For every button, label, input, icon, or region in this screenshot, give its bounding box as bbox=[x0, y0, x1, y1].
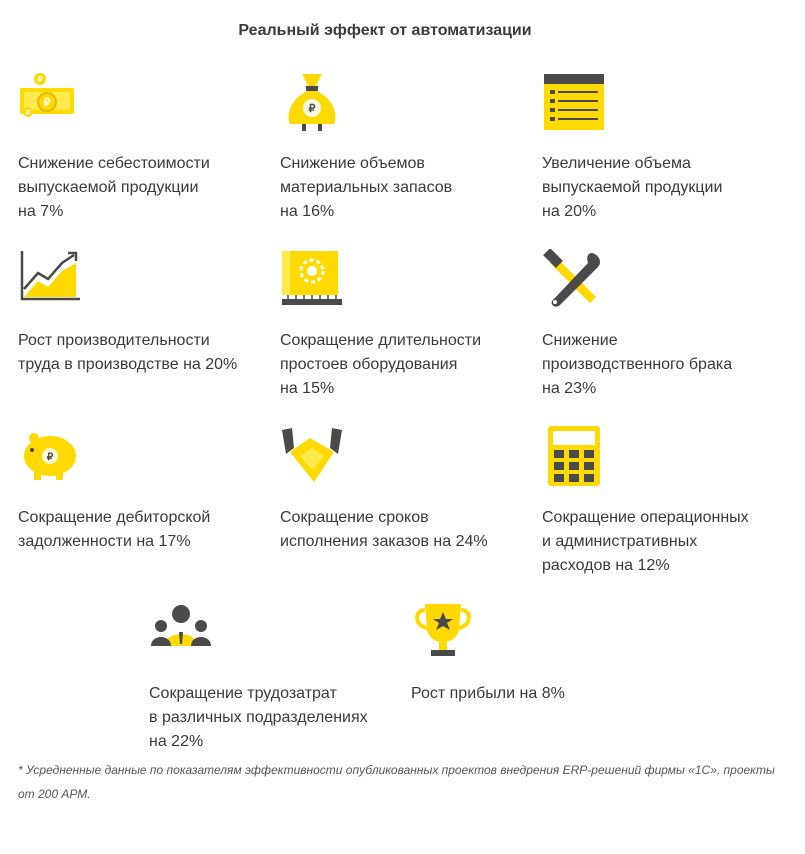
calculator-icon bbox=[542, 426, 606, 488]
benefit-label: Сокращение трудозатрат в различных подразделениях на 22% bbox=[149, 685, 368, 750]
growth-chart-icon bbox=[18, 249, 82, 311]
benefit-item bbox=[18, 249, 268, 377]
benefit-label: Сокращение длительности простоев оборудования на 15% bbox=[280, 332, 482, 397]
benefit-item bbox=[280, 426, 530, 554]
benefit-label: Сокращение сроков исполнения заказов на 24% bbox=[280, 509, 488, 550]
handshake-icon bbox=[280, 426, 344, 488]
benefit-item bbox=[542, 426, 792, 578]
money-bag-icon bbox=[280, 72, 344, 134]
benefit-label: Снижение производственного брака на 23% bbox=[542, 332, 733, 397]
svg-text:₽: ₽ bbox=[43, 97, 51, 109]
money-icon bbox=[18, 72, 82, 134]
section-title: Реальный эффект от автоматизации bbox=[238, 22, 532, 39]
benefit-item bbox=[280, 249, 530, 401]
benefit-item bbox=[18, 72, 268, 224]
trophy-icon bbox=[411, 602, 475, 664]
benefit-item bbox=[411, 602, 661, 706]
svg-text:₽: ₽ bbox=[25, 110, 31, 117]
svg-text:₽: ₽ bbox=[308, 103, 316, 115]
tools-icon bbox=[542, 249, 606, 311]
piggy-bank-icon bbox=[18, 426, 82, 488]
benefit-item bbox=[280, 72, 530, 224]
checklist-icon bbox=[542, 72, 606, 134]
team-icon bbox=[149, 602, 213, 664]
benefit-label: Рост производительности труда в производстве на 20% bbox=[18, 332, 238, 373]
benefit-item bbox=[542, 249, 792, 401]
svg-text:₽: ₽ bbox=[37, 75, 43, 84]
benefit-label: Сокращение дебиторской задолженности на 17% bbox=[18, 509, 211, 550]
footnote: * Усредненные данные по показателям эффективности опубликованных проектов внедрения ERP-решений фирмы «1С», проекты от 200 АРМ. bbox=[18, 763, 775, 801]
benefit-label: Рост прибыли на 8% bbox=[411, 685, 565, 702]
benefit-label: Увеличение объема выпускаемой продукции на 20% bbox=[542, 155, 723, 220]
benefit-item bbox=[149, 602, 399, 754]
benefit-label: Сокращение операционных и административных расходов на 12% bbox=[542, 509, 749, 574]
benefit-label: Снижение себестоимости выпускаемой продукции на 7% bbox=[18, 155, 210, 220]
svg-text:₽: ₽ bbox=[46, 452, 54, 463]
benefit-label: Снижение объемов материальных запасов на 16% bbox=[280, 155, 453, 220]
benefit-item bbox=[542, 72, 792, 224]
benefit-item bbox=[18, 426, 268, 554]
blueprint-gear-icon bbox=[280, 249, 344, 311]
